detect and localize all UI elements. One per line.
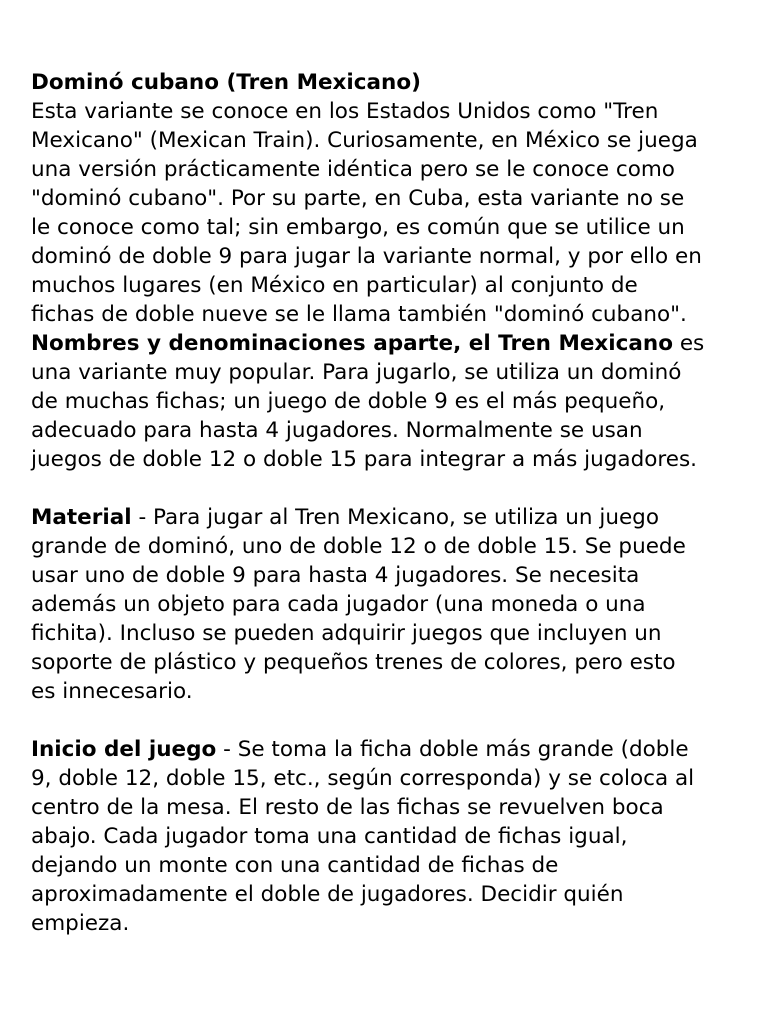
text-line: 9, doble 12, doble 15, etc., según corresponda) y se coloca al: [31, 766, 695, 791]
material-section: [31, 503, 741, 706]
text-line: muchos lugares (en México en particular) al conjunto de: [31, 273, 638, 298]
paragraph-gap: [31, 706, 741, 735]
paragraph-gap: [31, 474, 741, 503]
text-line: dominó de doble 9 para jugar la variante normal, y por ello en: [31, 244, 702, 269]
text-line: juegos de doble 12 o doble 15 para integrar a más jugadores.: [31, 447, 697, 472]
text-line: usar uno de doble 9 para hasta 4 jugadores. Se necesita: [31, 563, 640, 588]
text-line: "dominó cubano". Por su parte, en Cuba, esta variante no se: [31, 186, 685, 211]
text-run: es: [673, 331, 705, 356]
text-line: además un objeto para cada jugador (una moneda o una: [31, 592, 646, 617]
text-line: una versión prácticamente idéntica pero se le conoce como: [31, 157, 675, 182]
text-line: una variante muy popular. Para jugarlo, se utiliza un dominó: [31, 360, 682, 385]
text-line: centro de la mesa. El resto de las fichas se revuelven boca: [31, 795, 664, 820]
text-line: [31, 329, 741, 358]
text-line: le conoce como tal; sin embargo, es común que se utilice un: [31, 215, 685, 240]
text-line: de muchas fichas; un juego de doble 9 es el más pequeño,: [31, 389, 666, 414]
text-line: es innecesario.: [31, 679, 193, 704]
document-page: [31, 68, 741, 938]
text-line: abajo. Cada jugador toma una cantidad de fichas igual,: [31, 824, 628, 849]
text-line: grande de dominó, uno de doble 12 o de doble 15. Se puede: [31, 534, 686, 559]
text-line: Mexicano" (Mexican Train). Curiosamente, en México se juega: [31, 128, 698, 153]
text-line: adecuado para hasta 4 jugadores. Normalmente se usan: [31, 418, 643, 443]
section-label: Inicio del juego: [31, 737, 217, 762]
text-line: Esta variante se conoce en los Estados Unidos como "Tren: [31, 99, 659, 124]
inicio-section: [31, 735, 741, 938]
text-line: fichas de doble nueve se le llama también "dominó cubano".: [31, 302, 687, 327]
section-label: Material: [31, 505, 132, 530]
bold-phrase: Nombres y denominaciones aparte, el Tren Mexicano: [31, 331, 673, 356]
text-line: dejando un monte con una cantidad de fichas de: [31, 853, 559, 878]
section-heading: Dominó cubano (Tren Mexicano): [31, 70, 421, 95]
text-run: - Para jugar al Tren Mexicano, se utiliza un juego: [131, 505, 659, 530]
text-run: - Se toma la ficha doble más grande (doble: [216, 737, 689, 762]
intro-section: [31, 68, 741, 474]
text-line: soporte de plástico y pequeños trenes de colores, pero esto: [31, 650, 676, 675]
text-line: empieza.: [31, 911, 130, 936]
text-line: fichita). Incluso se pueden adquirir juegos que incluyen un: [31, 621, 662, 646]
text-line: [31, 503, 741, 532]
text-line: [31, 735, 741, 764]
text-line: aproximadamente el doble de jugadores. Decidir quién: [31, 882, 624, 907]
